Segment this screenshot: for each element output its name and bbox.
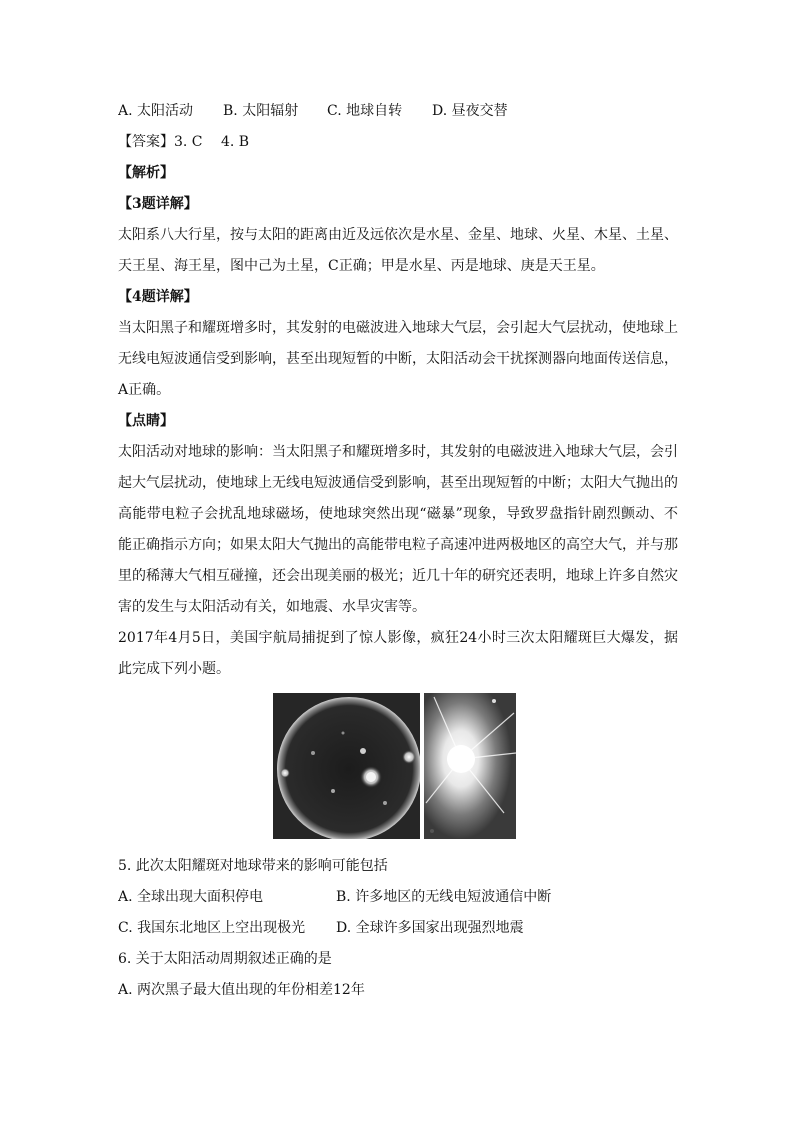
q3-heading: 【3题详解】 xyxy=(118,196,198,212)
sun-disk-image xyxy=(273,693,420,839)
q4-heading: 【4题详解】 xyxy=(118,289,198,305)
q5-option-a: A. 全球出现大面积停电 xyxy=(118,889,264,905)
option-d: D. 昼夜交替 xyxy=(432,103,508,119)
tips-heading: 【点睛】 xyxy=(118,413,174,429)
q5-option-b: B. 许多地区的无线电短波通信中断 xyxy=(336,889,552,905)
q6-stem: 6. 关于太阳活动周期叙述正确的是 xyxy=(118,951,332,967)
flare-closeup-image xyxy=(424,693,516,839)
option-b: B. 太阳辐射 xyxy=(223,103,299,119)
q4-explanation: 当太阳黑子和耀斑增多时，其发射的电磁波进入地球大气层，会引起大气层扰动，使地球上无线电短波通信受到影响，甚至出现短暂的中断，太阳活动会干扰探测器向地面传送信息，A正确。 xyxy=(118,320,678,398)
q5-stem: 5. 此次太阳耀斑对地球带来的影响可能包括 xyxy=(118,858,388,874)
option-c: C. 地球自转 xyxy=(327,103,403,119)
solar-flare-figure xyxy=(118,687,678,847)
q3-explanation: 太阳系八大行星，按与太阳的距离由近及远依次是水星、金星、地球、火星、木星、土星、天王星、海王星，图中己为土星，C正确；甲是水星、丙是地球、庚是天王星。 xyxy=(118,227,678,274)
q5-option-c: C. 我国东北地区上空出现极光 xyxy=(118,920,306,936)
q5-options-row1 xyxy=(118,882,678,913)
tips-text: 太阳活动对地球的影响：当太阳黑子和耀斑增多时，其发射的电磁波进入地球大气层，会引起大气层扰动，使地球上无线电短波通信受到影响，甚至出现短暂的中断；太阳大气抛出的高能带电粒子会扰乱地球磁场，使地球突然出现“磁暴”现象，导致罗盘指针剧烈颤动、不能正确指示方向；如果太阳大气抛出的高能带电粒子高速冲进两极地区的高空大气，并与那里的稀薄大气相互碰撞，还会出现美丽的极光；近几十年的研究还表明，地球上许多自然灾害的发生与太阳活动有关，如地震、水旱灾害等。 xyxy=(118,444,678,615)
option-a: A. 太阳活动 xyxy=(118,103,194,119)
q5-options-row2 xyxy=(118,913,678,944)
q6-option-a: A. 两次黑子最大值出现的年份相差12年 xyxy=(118,982,365,998)
analysis-heading: 【解析】 xyxy=(118,165,174,181)
q5-option-d: D. 全球许多国家出现强烈地震 xyxy=(336,920,524,936)
q4-options xyxy=(118,96,678,127)
intro-text: 2017年4月5日，美国宇航局捕捉到了惊人影像，疯狂24小时三次太阳耀斑巨大爆发，据此完成下列小题。 xyxy=(118,630,678,677)
answer-line: 【答案】3. C 4. B xyxy=(118,134,250,150)
document-page xyxy=(118,96,678,1006)
